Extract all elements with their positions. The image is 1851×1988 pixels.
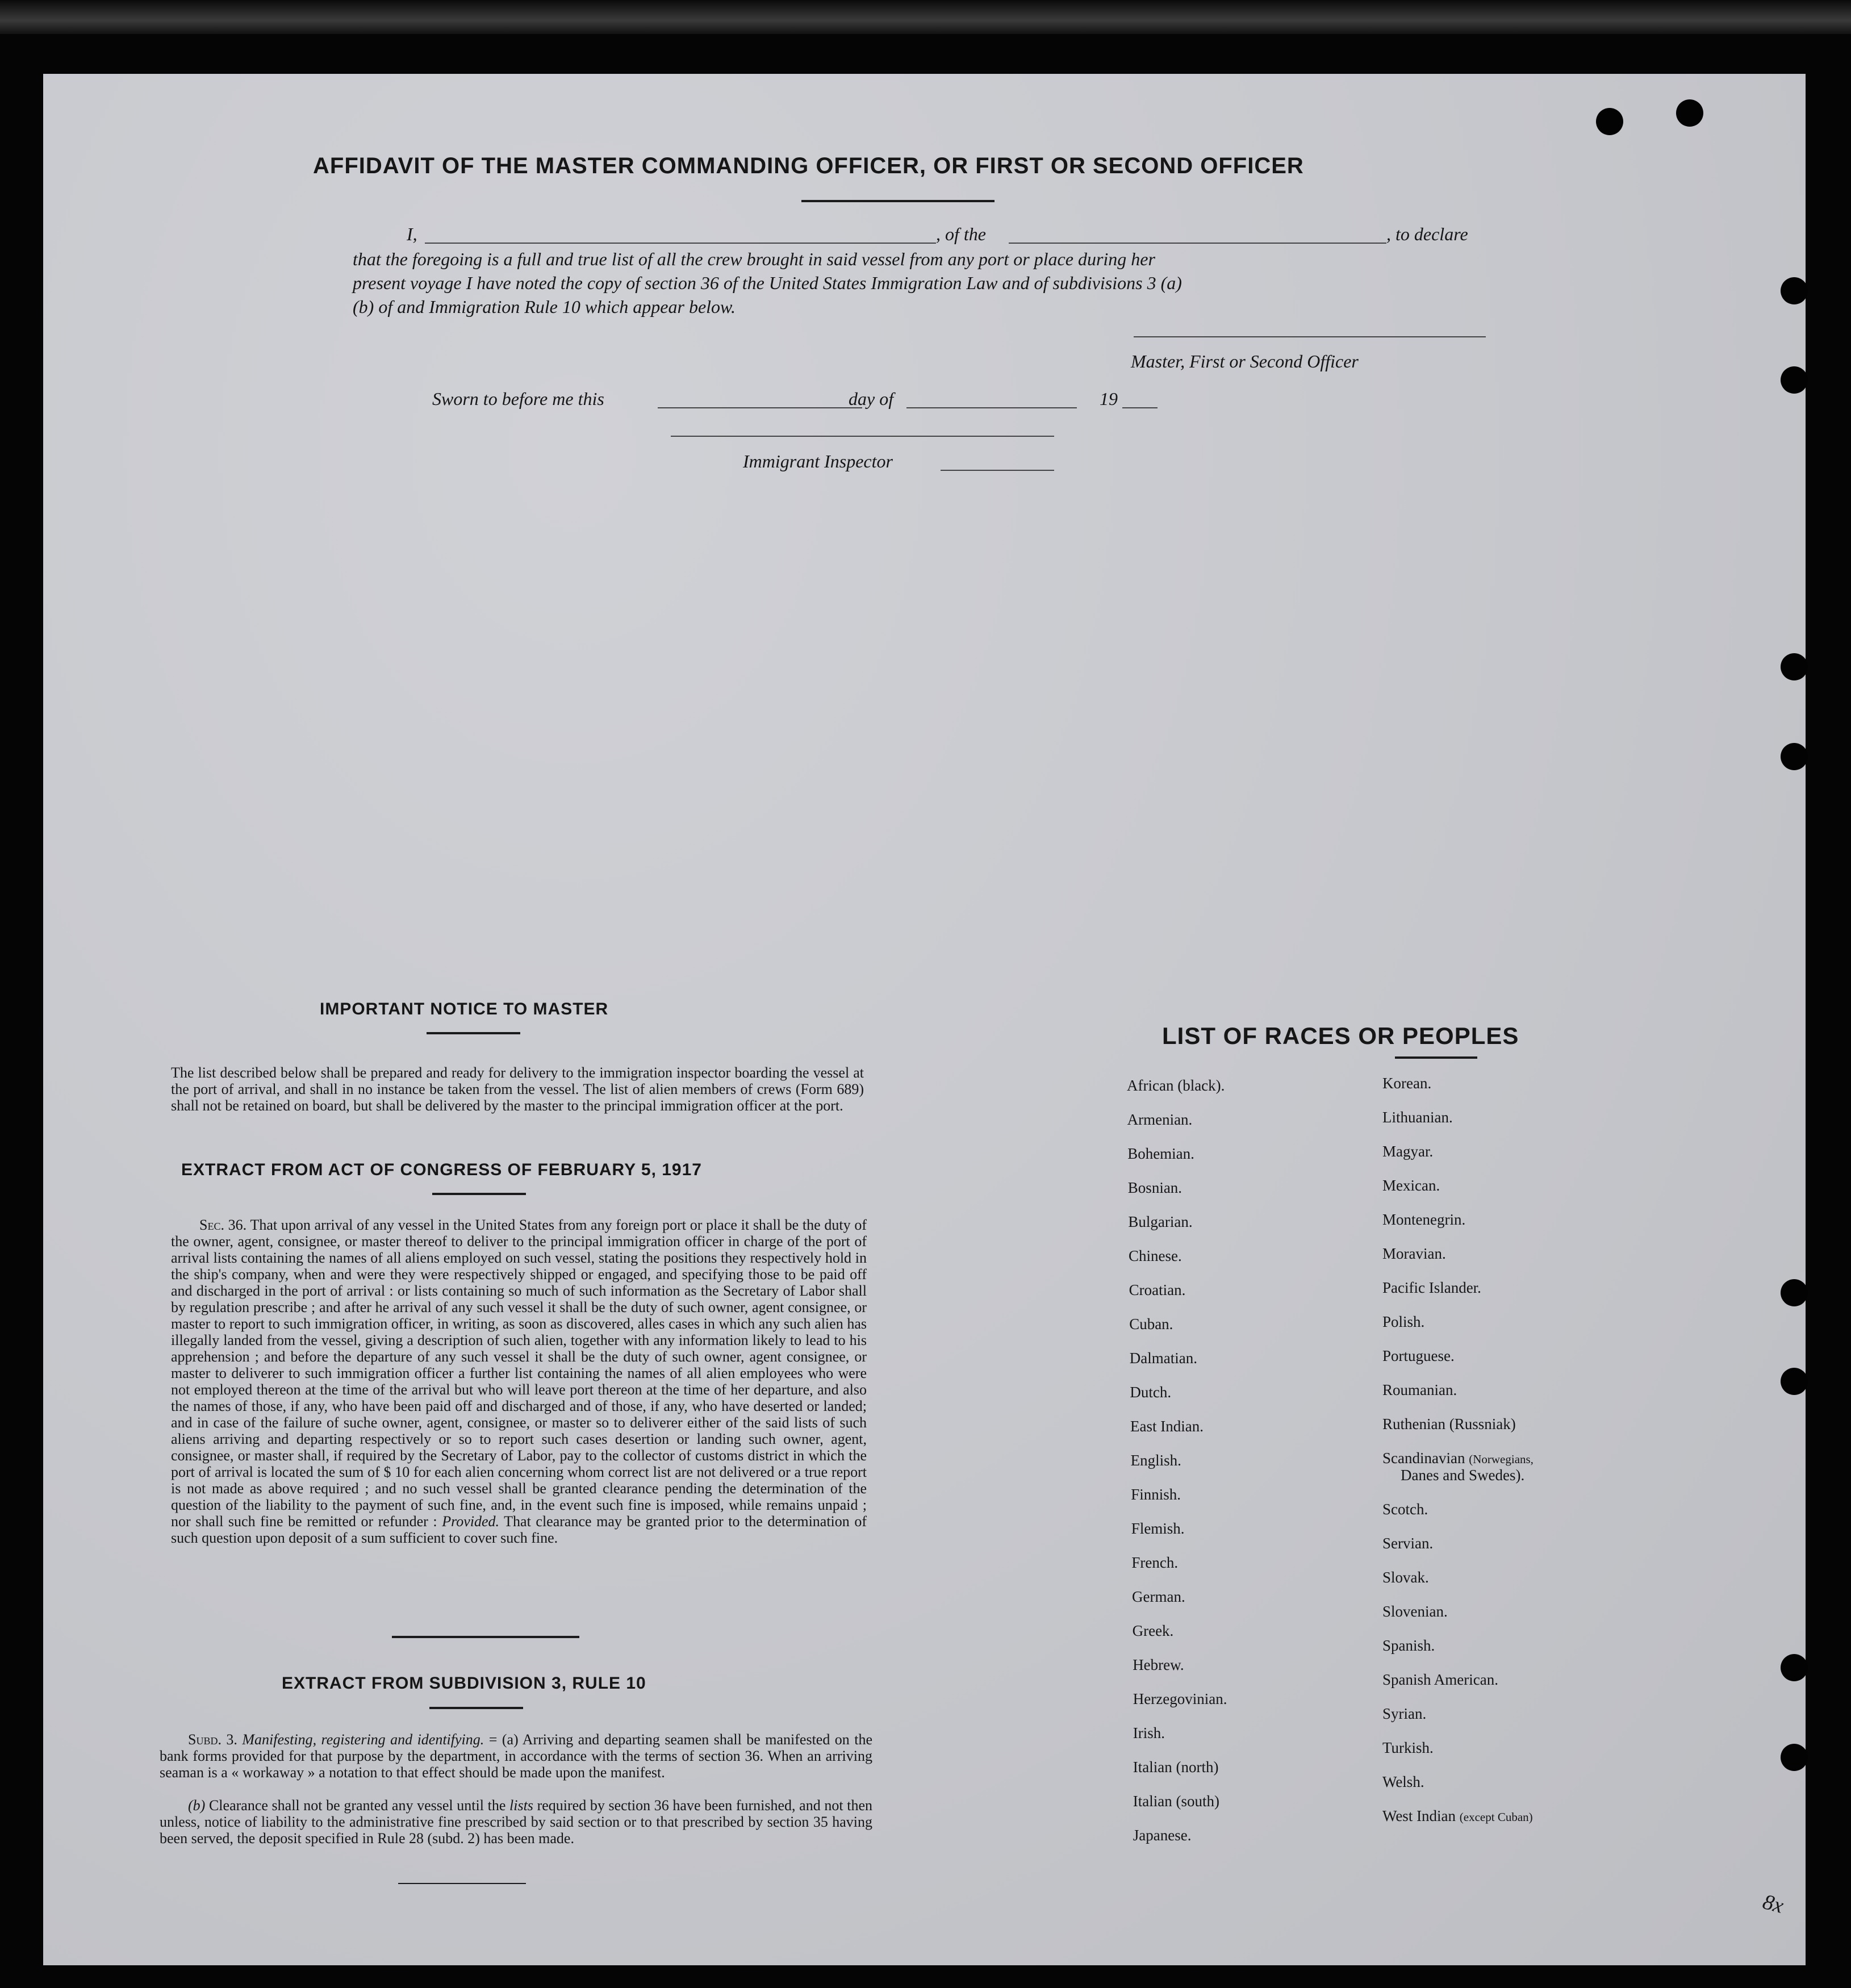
binder-hole: [1781, 743, 1808, 770]
of-the-label: , of the: [936, 224, 986, 244]
race-item: Flemish.: [1131, 1520, 1185, 1537]
race-item-scandinavian: Scandinavian (Norwegians,: [1382, 1450, 1534, 1467]
inspector-signature-line: [671, 436, 1054, 437]
rule-text-b1: Clearance shall not be granted any vessel until the: [208, 1797, 506, 1814]
year-line: [1122, 407, 1158, 408]
race-item: Japanese.: [1133, 1827, 1192, 1844]
binder-hole: [1781, 653, 1808, 680]
binder-hole: [1781, 277, 1808, 304]
i-label: I,: [407, 224, 417, 244]
year-prefix: 19: [1100, 389, 1118, 409]
race-item: Syrian.: [1382, 1705, 1427, 1722]
title-underline: [801, 200, 995, 202]
sworn-label: Sworn to before me this: [432, 389, 604, 409]
rule-text-a: = (a) Arriving and departing seamen shall be manifested on the bank forms provided for that purpose by the department, in accordance with the terms of section 36. When an arriving seaman is a « workaway » a notation to that effect should be made upon the manifest.: [160, 1731, 873, 1781]
race-item: Roumanian.: [1382, 1381, 1457, 1398]
race-item: Pacific Islander.: [1382, 1279, 1481, 1296]
race-item: East Indian.: [1130, 1418, 1204, 1435]
rule-extract-text-b: [160, 1797, 872, 1847]
race-item: Servian.: [1382, 1535, 1434, 1552]
document-page: [43, 74, 1806, 1965]
race-item: Italian (north): [1133, 1759, 1219, 1776]
race-item: Ruthenian (Russniak): [1382, 1415, 1516, 1432]
notice-underline: [427, 1032, 520, 1034]
race-item: Korean.: [1382, 1075, 1432, 1092]
vessel-line: [1009, 243, 1386, 244]
inspector-label: Immigrant Inspector: [743, 451, 893, 471]
race-item: Spanish American.: [1382, 1671, 1498, 1688]
act-body: That upon arrival of any vessel in the United States from any foreign port or place it shall be the duty of the owner, agent, consignee, or master thereof to deliver to the principal immigration officer in charge of the port of arrival lists containing the names of all aliens employed on such vessel, stating the positions they respectively hold in the ship's company, when and were they were respectively shipped or engaged, and specifying those to be paid off and discharged in the port of arrival : or lists containing so much of such information as the Secretary of Labor shall by regulation prescribe ; and after he arrival of any such vessel it shall be the duty of such owner, agent consignee, or master to report to such immigration officer, in writing, as soon as discovered, alles cases in which any such alien has illegally landed from the vessel, giving a description of such alien, together with any information likely to lead to his apprehension ; and before the departure of any such vessel it shall be the duty of such owner, agent consignee, or master to deliverer to such immigration officer a further list containing the names of all alien employees who were not employed thereon at the time of the arrival but who will leave port thereon at the time of her departure, and also the names of those, if any, who have been paid off and discharged and of those, if any, who have deserted or landed; and in case of the failure of suche owner, agent, consignee, or master so to deliverer either of the said lists of such aliens arriving and departing respectively or so to report such cases desertion or landing such owner, agent, consignee, or master shall, if required by the Secretary of Labor, pay to the collector of customs district in which the port of arrival is located the sum of $ 10 for each alien concerning whom correct list are not delivered or a true report is not made as above required ; and no such vessel shall be granted clearance pending the determination of the question of the liability to the payment of such fine, and, in the event such fine is imposed, while remains unpaid ; nor shall such fine be remitted or refunder :: [171, 1217, 867, 1530]
race-item: Croatian.: [1129, 1281, 1186, 1298]
act-extract-text: [171, 1217, 867, 1546]
binder-hole: [1781, 1368, 1808, 1395]
race-item: Spanish.: [1382, 1637, 1435, 1654]
race-item: Herzegovinian.: [1133, 1690, 1227, 1707]
act-end-rule: [392, 1636, 579, 1638]
race-item: Irish.: [1133, 1724, 1165, 1741]
rule-heading: Manifesting, registering and identifying.: [242, 1731, 484, 1748]
to-declare-label: , to declare: [1386, 224, 1468, 244]
affidavit-title: AFFIDAVIT OF THE MASTER COMMANDING OFFICER, OR FIRST OR SECOND OFFICER: [313, 153, 1304, 178]
provided-label: Provided.: [442, 1513, 500, 1530]
race-item: Turkish.: [1382, 1739, 1434, 1756]
race-item: Finnish.: [1131, 1486, 1181, 1503]
binder-hole: [1781, 1744, 1808, 1771]
race-item: Greek.: [1132, 1622, 1174, 1639]
day-line: [658, 407, 862, 408]
race-item: Chinese.: [1129, 1247, 1182, 1264]
binder-hole: [1596, 108, 1623, 135]
declaration-line-2: present voyage I have noted the copy of section 36 of the United States Immigration Law and of subdivisions 3 (a): [353, 273, 1182, 293]
rule-end-line: [398, 1883, 526, 1884]
race-item: Mexican.: [1382, 1177, 1440, 1194]
act-body-end: That clearance may be granted prior to the determination of such question upon deposit of a sum sufficient to cover such fine.: [171, 1513, 867, 1546]
month-line: [906, 407, 1077, 408]
race-item: Moravian.: [1382, 1245, 1446, 1262]
signature-label: Master, First or Second Officer: [1131, 351, 1359, 371]
race-item: German.: [1132, 1588, 1185, 1605]
race-item: Scotch.: [1382, 1501, 1428, 1518]
signature-line: [1134, 336, 1486, 337]
race-item: Montenegrin.: [1382, 1211, 1466, 1228]
race-item: Italian (south): [1133, 1793, 1220, 1810]
rule-underline: [429, 1707, 523, 1709]
day-of-label: day of: [849, 389, 894, 409]
race-item: Bulgarian.: [1128, 1213, 1193, 1230]
race-item: Lithuanian.: [1382, 1109, 1453, 1126]
binder-hole: [1781, 1654, 1808, 1681]
race-item: Cuban.: [1129, 1315, 1173, 1333]
race-item-west-indian: West Indian (except Cuban): [1382, 1807, 1533, 1824]
race-item: Welsh.: [1382, 1773, 1424, 1790]
race-item: English.: [1130, 1452, 1181, 1469]
race-item: Hebrew.: [1133, 1656, 1184, 1673]
race-item: Bosnian.: [1127, 1179, 1183, 1196]
race-item: Dalmatian.: [1129, 1350, 1198, 1367]
binder-hole: [1781, 1279, 1808, 1306]
race-item: Portuguese.: [1382, 1347, 1455, 1364]
subd-label: Subd. 3.: [188, 1731, 237, 1748]
declaration-line-3: (b) of and Immigration Rule 10 which appear below.: [353, 296, 736, 317]
declaration-line-1: that the foregoing is a full and true list of all the crew brought in said vessel from any port or place during her: [353, 249, 1155, 269]
notice-text: The list described below shall be prepared and ready for delivery to the immigration inspector boarding the vessel at the port of arrival, and shall in no instance be taken from the vessel. The list of alien members of crews (Form 689) shall not be retained on board, but shall be delivered by the master to the principal immigration officer at the port.: [171, 1064, 864, 1114]
race-item: Armenian.: [1127, 1111, 1193, 1128]
name-line: [425, 243, 936, 244]
inspector-label-line: [941, 470, 1054, 471]
rule-text-b2: required by section 36 have been furnished, and not then unless, notice of liability to the administrative fine prescribed by said section or to that prescribed by section 35 having been served, the deposit specified in Rule 28 (subd. 2) has been made.: [160, 1797, 872, 1847]
lists-word: lists: [509, 1797, 533, 1814]
rule-extract-text: [160, 1731, 872, 1781]
corner-mark: 8x: [1760, 1890, 1786, 1918]
races-title: LIST OF RACES OR PEOPLES: [1162, 1022, 1519, 1049]
scan-top-edge: [0, 0, 1851, 34]
race-item: Magyar.: [1382, 1143, 1434, 1160]
race-item: Polish.: [1382, 1313, 1425, 1330]
races-underline: [1395, 1056, 1477, 1059]
race-item: Slovak.: [1382, 1569, 1429, 1586]
race-item: Bohemian.: [1127, 1145, 1194, 1162]
race-item: Slovenian.: [1382, 1603, 1448, 1620]
notice-title: IMPORTANT NOTICE TO MASTER: [320, 1000, 609, 1018]
race-item: Dutch.: [1130, 1384, 1172, 1401]
rule-b-label: (b): [188, 1797, 206, 1814]
race-item: African (black).: [1127, 1077, 1225, 1094]
binder-hole: [1781, 366, 1808, 394]
act-extract-title: EXTRACT FROM ACT OF CONGRESS OF FEBRUARY 5, 1917: [181, 1160, 702, 1179]
binder-hole: [1676, 99, 1703, 127]
race-item-scandinavian-line2: Danes and Swedes).: [1401, 1467, 1525, 1484]
act-underline: [432, 1193, 526, 1195]
race-item: French.: [1131, 1554, 1179, 1571]
rule-extract-title: EXTRACT FROM SUBDIVISION 3, RULE 10: [282, 1674, 646, 1693]
section-label: Sec. 36.: [199, 1217, 247, 1233]
